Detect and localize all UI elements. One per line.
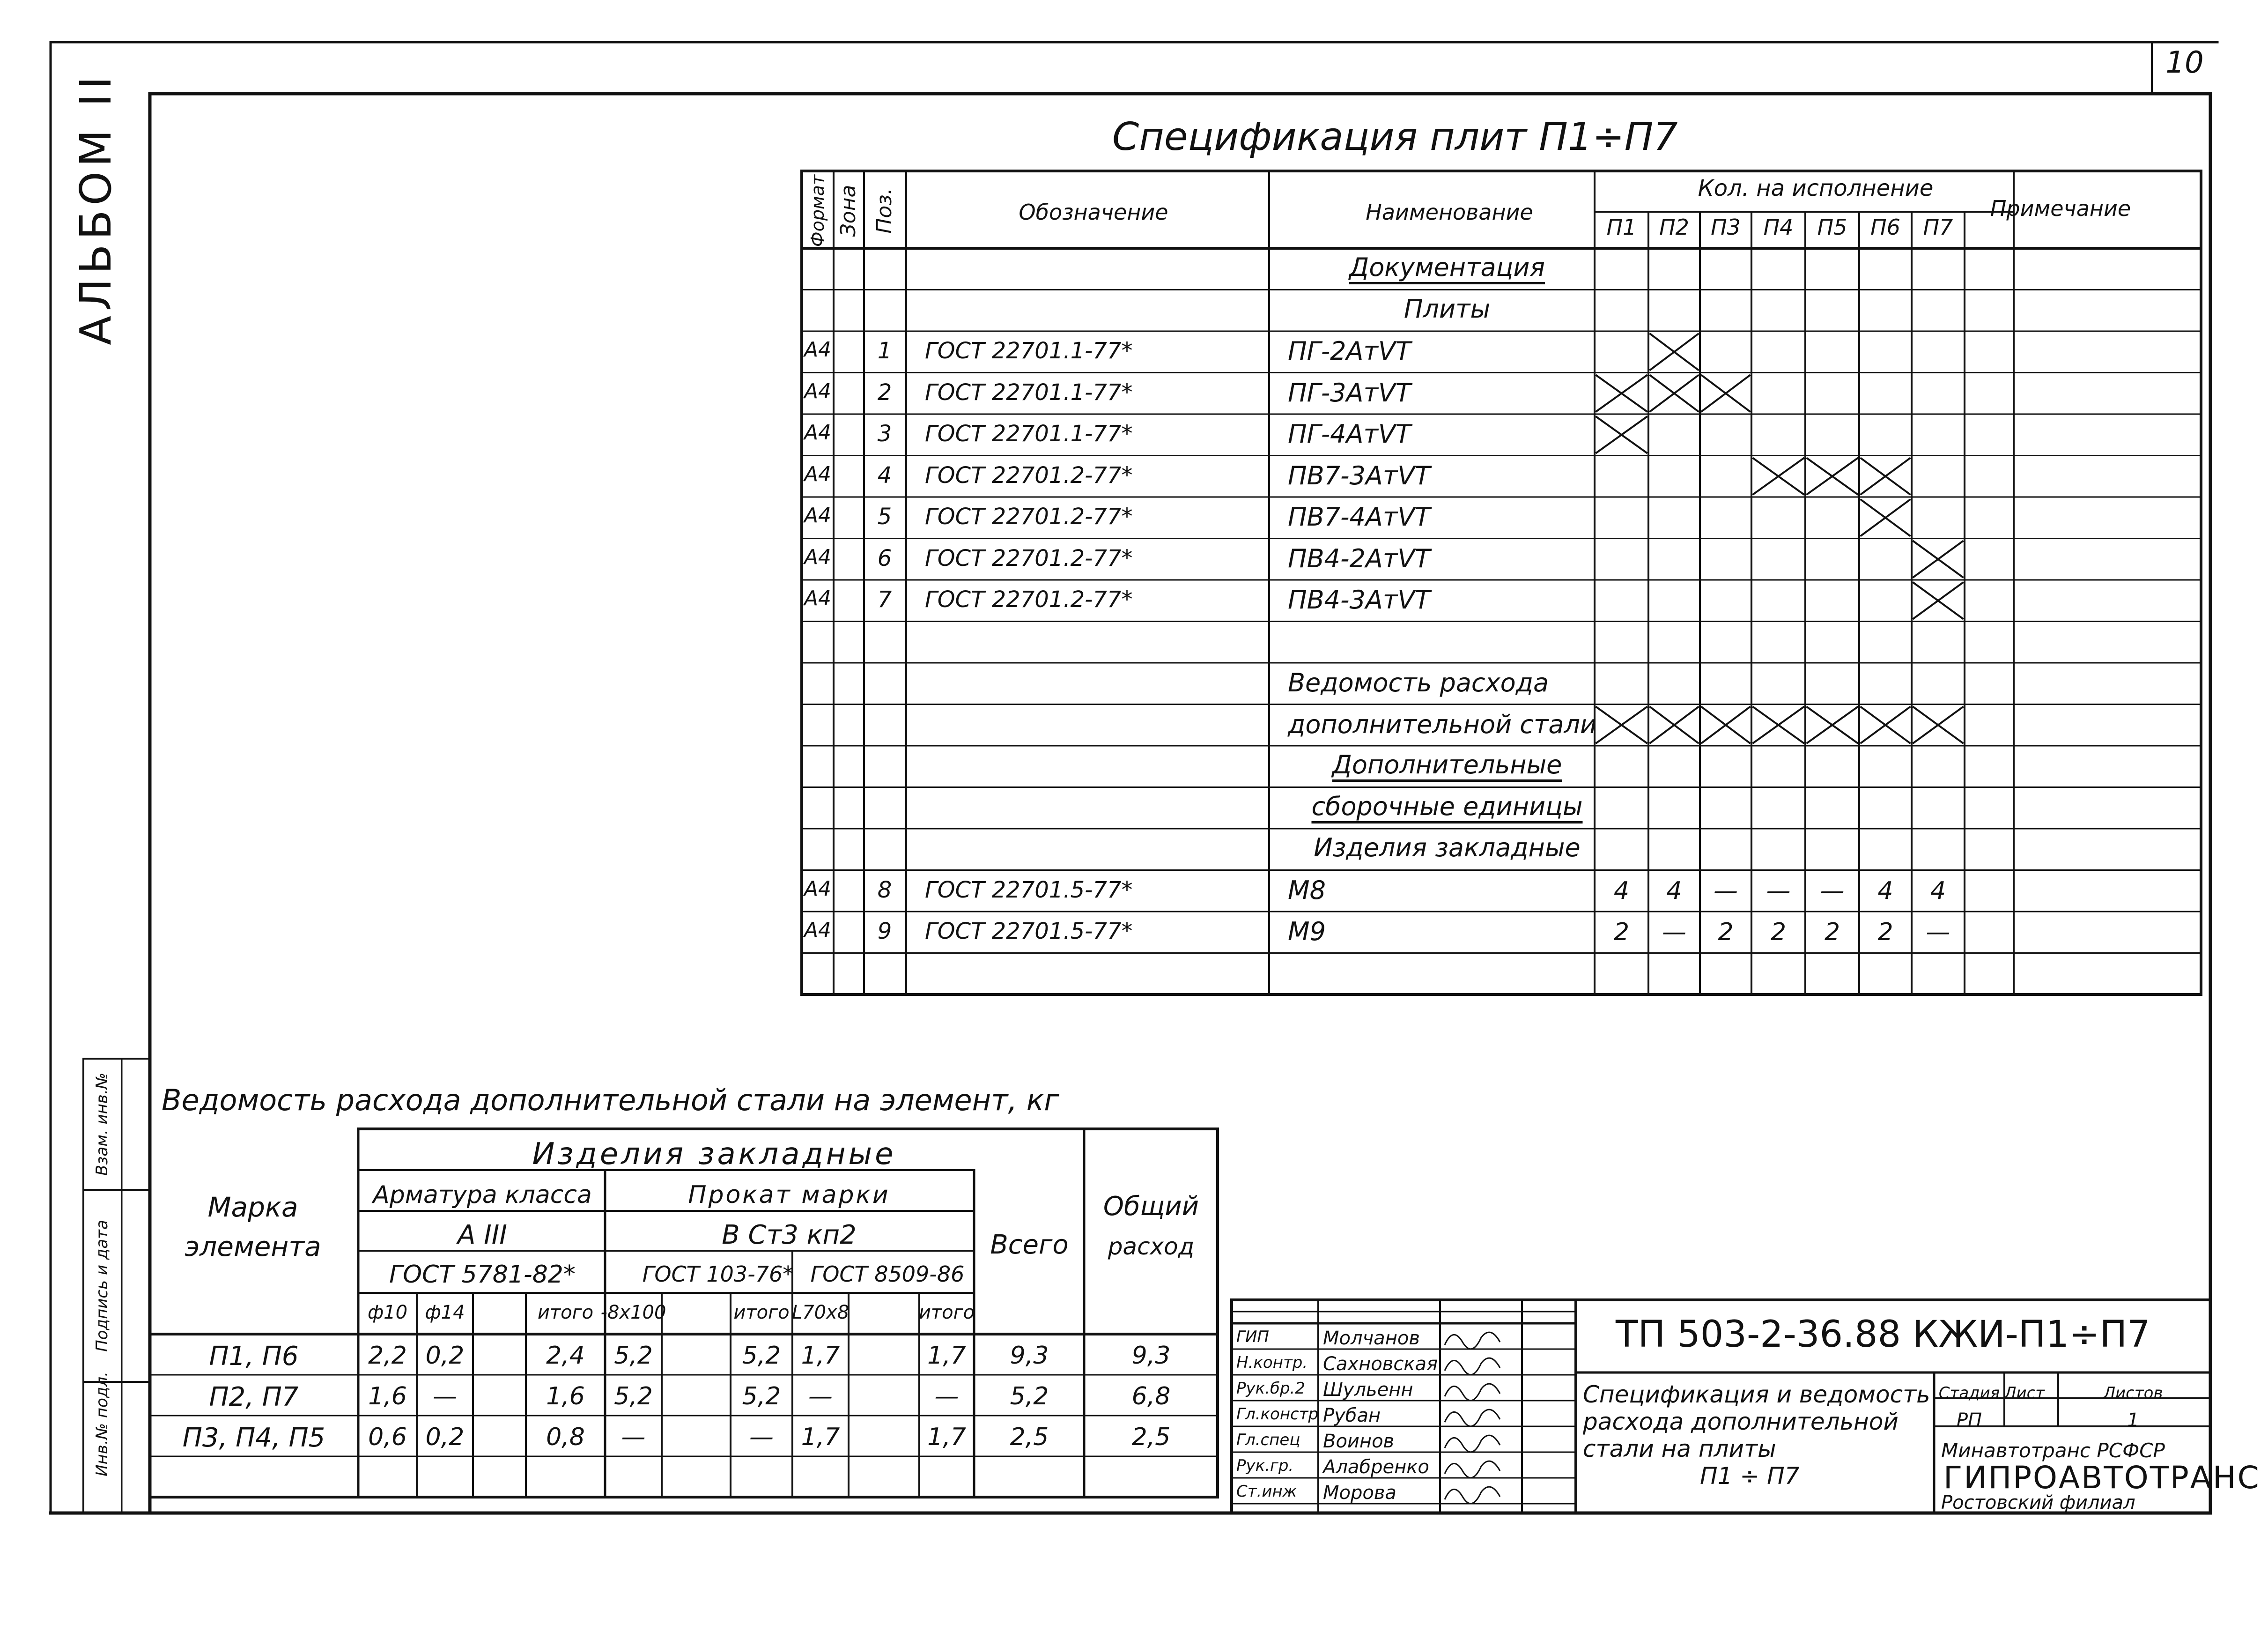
spec-designation: ГОСТ 22701.2-77* <box>925 586 1133 613</box>
steel-value: 1,7 <box>927 1423 966 1451</box>
steel-value: — <box>808 1382 833 1410</box>
spec-qty: 4 <box>1930 876 1946 905</box>
spec-designation: ГОСТ 22701.1-77* <box>925 379 1133 406</box>
title-block-name: Рубан <box>1323 1405 1381 1426</box>
signature-mark <box>1445 1435 1500 1452</box>
spec-format: А4 <box>804 876 832 901</box>
steel-subheader: ф10 <box>367 1302 408 1323</box>
spec-name: М9 <box>1288 917 1326 946</box>
spec-qty: 4 <box>1666 876 1682 905</box>
spec-qty: 4 <box>1877 876 1893 905</box>
steel-value: 5,2 <box>614 1382 653 1410</box>
steel-value: 0,8 <box>546 1423 585 1451</box>
title-block-role: Рук.бр.2 <box>1236 1379 1305 1398</box>
steel-header-rebar-grade: А III <box>458 1220 507 1250</box>
signature-mark <box>1445 1487 1500 1504</box>
title-block-role: ГИП <box>1236 1328 1269 1346</box>
stamp-replace-inv: Взам. инв.№ <box>93 1072 111 1176</box>
steel-header-rolled-gost2: ГОСТ 8509-86 <box>810 1261 965 1287</box>
signature-mark <box>1445 1384 1500 1401</box>
steel-value: 0,6 <box>368 1423 407 1451</box>
title-block-name: Шульенн <box>1323 1379 1413 1401</box>
spec-qty: — <box>1662 918 1686 946</box>
steel-header-items: Изделия закладные <box>532 1137 896 1172</box>
spec-variant-П7: П7 <box>1923 215 1953 240</box>
spec-format: А4 <box>804 504 832 527</box>
title-block-stage-label: Стадия <box>1938 1384 2000 1402</box>
title-block-role: Ст.инж <box>1236 1482 1297 1501</box>
spec-pos: 7 <box>877 586 892 613</box>
steel-value: 1,7 <box>927 1342 966 1370</box>
steel-value: 5,2 <box>742 1342 781 1370</box>
steel-title: Ведомость расхода дополнительной стали на элемент, кг <box>162 1083 1059 1117</box>
spec-variant-П2: П2 <box>1659 215 1689 240</box>
album-label: АЛЬБОМ II <box>71 72 121 345</box>
steel-header-overall-2: расход <box>1108 1233 1195 1260</box>
spec-pos: 8 <box>877 876 892 903</box>
spec-qty: 2 <box>1718 918 1734 946</box>
title-block-role: Гл.констр <box>1236 1405 1319 1424</box>
spec-format: А4 <box>804 462 832 486</box>
spec-format: А4 <box>804 338 832 362</box>
spec-designation: ГОСТ 22701.2-77* <box>925 462 1133 489</box>
title-block-desc-3: стали на плиты <box>1583 1435 1776 1462</box>
title-block-role: Рук.гр. <box>1236 1456 1294 1475</box>
spec-designation: ГОСТ 22701.1-77* <box>925 421 1133 447</box>
title-block-sheets-label: Листов <box>2103 1384 2163 1402</box>
steel-header-rebar-gost: ГОСТ 5781-82* <box>389 1261 576 1289</box>
spec-name: Дополнительные <box>1332 752 1562 782</box>
spec-designation: ГОСТ 22701.2-77* <box>925 504 1133 530</box>
spec-header-designation: Обозначение <box>1019 200 1168 225</box>
spec-name: дополнительной стали <box>1288 709 1597 739</box>
title-block-role: Гл.спец <box>1236 1431 1300 1449</box>
spec-header-format: Формат <box>807 174 828 247</box>
title-block-org-2: ГИПРОАВТОТРАНС <box>1943 1460 2261 1496</box>
steel-subheader: -8х100 <box>600 1302 666 1323</box>
steel-header-mark-2: элемента <box>185 1231 321 1262</box>
spec-variant-П3: П3 <box>1711 215 1741 240</box>
steel-subheader: итого <box>733 1302 790 1323</box>
spec-format: А4 <box>804 918 832 942</box>
title-block-name: Воинов <box>1323 1431 1395 1452</box>
steel-value: 5,2 <box>614 1342 653 1370</box>
steel-mark: П3, П4, П5 <box>182 1423 325 1453</box>
steel-value: 2,4 <box>546 1342 585 1370</box>
spec-pos: 6 <box>877 545 892 571</box>
spec-variant-П1: П1 <box>1606 215 1637 240</box>
title-block-org-1: Минавтотранс РСФСР <box>1941 1439 2165 1462</box>
spec-format: А4 <box>804 379 832 403</box>
spec-qty: 2 <box>1770 918 1787 946</box>
steel-value: 1,6 <box>546 1382 585 1410</box>
spec-name: ПГ-2АтVТ <box>1288 336 1411 366</box>
spec-qty: 2 <box>1877 918 1893 946</box>
title-block-name: Алабренко <box>1323 1456 1429 1478</box>
spec-designation: ГОСТ 22701.1-77* <box>925 338 1133 364</box>
spec-format: А4 <box>804 421 832 445</box>
title-block-stage: РП <box>1956 1409 1982 1431</box>
spec-qty: 2 <box>1613 918 1630 946</box>
signature-mark <box>1445 1332 1500 1349</box>
signature-mark <box>1445 1358 1500 1375</box>
steel-header-rolled-label: Прокат марки <box>688 1181 890 1209</box>
spec-name: Изделия закладные <box>1314 833 1581 862</box>
steel-value: 0,2 <box>425 1423 465 1451</box>
steel-value: 1,6 <box>368 1382 407 1410</box>
spec-name: сборочные единицы <box>1311 794 1582 823</box>
spec-name: Ведомость расхода <box>1288 668 1549 697</box>
spec-name: Плиты <box>1404 294 1491 324</box>
stamp-orig-inv: Инв.№ подл. <box>93 1372 111 1476</box>
spec-variant-П5: П5 <box>1817 215 1847 240</box>
spec-qty: 2 <box>1824 918 1840 946</box>
steel-value: — <box>433 1382 457 1410</box>
spec-format: А4 <box>804 545 832 569</box>
steel-header-overall-1: Общий <box>1103 1191 1199 1222</box>
title-block-name: Морова <box>1323 1482 1396 1504</box>
steel-header-rolled-grade: В Ст3 кп2 <box>722 1220 857 1250</box>
steel-header-rolled-gost1: ГОСТ 103-76* <box>642 1261 794 1287</box>
spec-pos: 5 <box>877 504 892 530</box>
spec-header-zone: Зона <box>836 185 860 237</box>
title-block-org-3: Ростовский филиал <box>1941 1492 2135 1513</box>
spec-qty: — <box>1820 876 1845 905</box>
spec-name: М8 <box>1288 875 1326 905</box>
spec-pos: 9 <box>877 918 892 944</box>
sheet-number: 10 <box>2165 45 2204 80</box>
steel-value: 5,2 <box>742 1382 781 1410</box>
spec-header-qty: Кол. на исполнение <box>1698 175 1934 201</box>
steel-total: 5,2 <box>1010 1382 1049 1410</box>
steel-subheader: итого <box>537 1302 594 1323</box>
spec-name: ПГ-3АтVТ <box>1288 378 1411 408</box>
steel-value: 1,7 <box>801 1342 840 1370</box>
spec-pos: 4 <box>877 462 892 489</box>
spec-designation: ГОСТ 22701.5-77* <box>925 876 1133 903</box>
spec-name: Документация <box>1349 255 1545 284</box>
spec-designation: ГОСТ 22701.2-77* <box>925 545 1133 571</box>
steel-value: 2,2 <box>368 1342 407 1370</box>
spec-pos: 2 <box>877 379 892 406</box>
spec-qty: — <box>1766 876 1791 905</box>
steel-value: 0,2 <box>425 1342 465 1370</box>
spec-title: Спецификация плит П1÷П7 <box>1112 115 1678 159</box>
spec-qty: — <box>1714 876 1738 905</box>
steel-header-total: Всего <box>990 1230 1069 1260</box>
steel-header-rebar-class: Арматура класса <box>373 1181 592 1209</box>
spec-header-name: Наименование <box>1366 200 1533 225</box>
steel-value: 1,7 <box>801 1423 840 1451</box>
spec-designation: ГОСТ 22701.5-77* <box>925 918 1133 944</box>
title-block-code: ТП 503-2-36.88 КЖИ-П1÷П7 <box>1616 1313 2150 1356</box>
steel-total: 2,5 <box>1010 1423 1049 1451</box>
spec-qty: 4 <box>1613 876 1630 905</box>
signature-mark <box>1445 1409 1500 1426</box>
title-block-desc-4: П1 ÷ П7 <box>1700 1462 1800 1490</box>
spec-qty: — <box>1926 918 1950 946</box>
steel-total: 9,3 <box>1010 1342 1049 1370</box>
title-block-sheet-label: Лист <box>2004 1384 2045 1402</box>
spec-name: ПВ7-3АтVТ <box>1288 460 1431 490</box>
spec-format: А4 <box>804 586 832 610</box>
steel-mark: П2, П7 <box>209 1382 299 1412</box>
spec-variant-П4: П4 <box>1763 215 1794 240</box>
spec-name: ПВ4-2АтVТ <box>1288 543 1431 573</box>
spec-name: ПГ-4АтVТ <box>1288 419 1411 449</box>
steel-overall: 2,5 <box>1131 1423 1171 1451</box>
steel-value: — <box>621 1423 646 1451</box>
title-block-role: Н.контр. <box>1236 1353 1308 1372</box>
steel-overall: 9,3 <box>1131 1342 1171 1370</box>
steel-header-mark-1: Марка <box>207 1191 298 1223</box>
title-block-name: Молчанов <box>1323 1328 1420 1349</box>
stamp-sign-date: Подпись и дата <box>93 1220 111 1352</box>
title-block-desc-2: расхода дополнительной <box>1583 1408 1899 1435</box>
steel-mark: П1, П6 <box>209 1341 299 1372</box>
signature-mark <box>1445 1461 1500 1478</box>
spec-name: ПВ7-4АтVТ <box>1288 502 1431 532</box>
steel-subheader: L70х8 <box>791 1302 850 1323</box>
steel-value: — <box>749 1423 774 1451</box>
spec-header-note: Примечание <box>1990 196 2131 221</box>
title-block-name: Сахновская <box>1323 1353 1438 1375</box>
steel-value: — <box>934 1382 959 1410</box>
title-block-desc-1: Спецификация и ведомость <box>1583 1381 1930 1408</box>
title-block-sheets: 1 <box>2127 1409 2139 1431</box>
steel-subheader: ф14 <box>425 1302 465 1323</box>
spec-variant-П6: П6 <box>1870 215 1900 240</box>
spec-pos: 1 <box>877 338 892 364</box>
spec-name: ПВ4-3АтVТ <box>1288 585 1431 615</box>
spec-pos: 3 <box>877 421 892 447</box>
steel-subheader: итого <box>918 1302 975 1323</box>
spec-header-pos: Поз. <box>872 188 896 234</box>
steel-overall: 6,8 <box>1131 1382 1171 1410</box>
